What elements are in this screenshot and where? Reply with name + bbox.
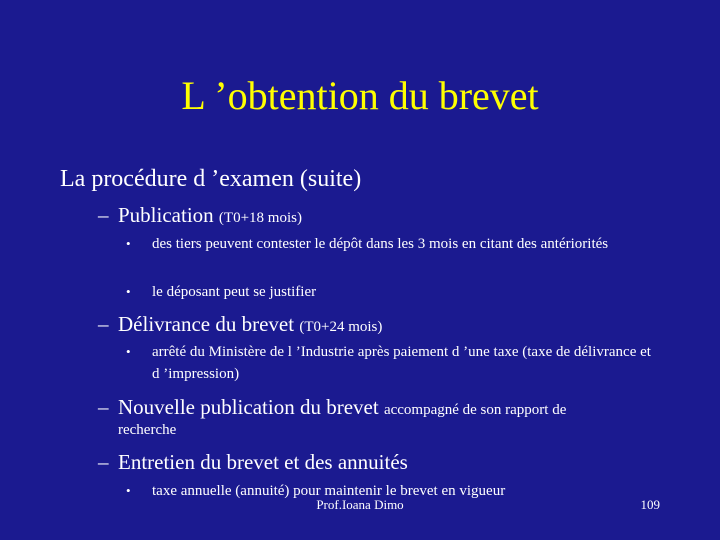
bullet-text: le déposant peut se justifier <box>152 284 317 300</box>
dash-marker: – <box>98 203 109 227</box>
bullet-text: des tiers peuvent contester le dépôt dans les 3 mois en citant des antériorités <box>152 236 609 252</box>
item-detail-text: (T0+24 mois) <box>299 319 383 335</box>
bullet-item <box>126 341 662 385</box>
item-main-text: Délivrance du brevet <box>118 312 295 336</box>
list-item-entretien <box>98 449 668 475</box>
bullet-marker: • <box>126 284 131 299</box>
bullet-text: taxe annuelle (annuité) pour maintenir le brevet en vigueur <box>152 483 506 499</box>
bullet-item <box>126 281 662 303</box>
footer-author: Prof.Ioana Dimo <box>316 497 404 512</box>
list-item-nouvelle-publication <box>98 394 698 423</box>
dash-marker: – <box>98 312 109 336</box>
bullet-marker: • <box>126 344 131 359</box>
item-main-text: Publication <box>118 203 214 227</box>
bullet-item <box>126 233 662 255</box>
dash-marker: – <box>98 450 109 474</box>
page-number: 109 <box>640 497 660 512</box>
slide-title: L ’obtention du brevet <box>181 73 539 118</box>
section-heading: La procédure d ’examen (suite) <box>60 166 362 192</box>
list-item-publication <box>98 202 668 231</box>
item-detail-text: (T0+18 mois) <box>218 210 302 226</box>
dash-marker: – <box>98 395 109 419</box>
item-main-text: Nouvelle publication du brevet <box>118 395 379 419</box>
bullet-text: arrêté du Ministère de l ’Industrie après paiement d ’une taxe (taxe de délivrance et d ’impression) <box>152 344 651 382</box>
item-main-text: Entretien du brevet et des annuités <box>118 450 408 474</box>
item-detail-continuation: recherche <box>118 422 177 438</box>
bullet-marker: • <box>126 236 131 251</box>
list-item-delivrance <box>98 311 668 340</box>
item-detail-text: accompagné de son rapport de <box>383 402 567 418</box>
bullet-marker: • <box>126 483 131 498</box>
